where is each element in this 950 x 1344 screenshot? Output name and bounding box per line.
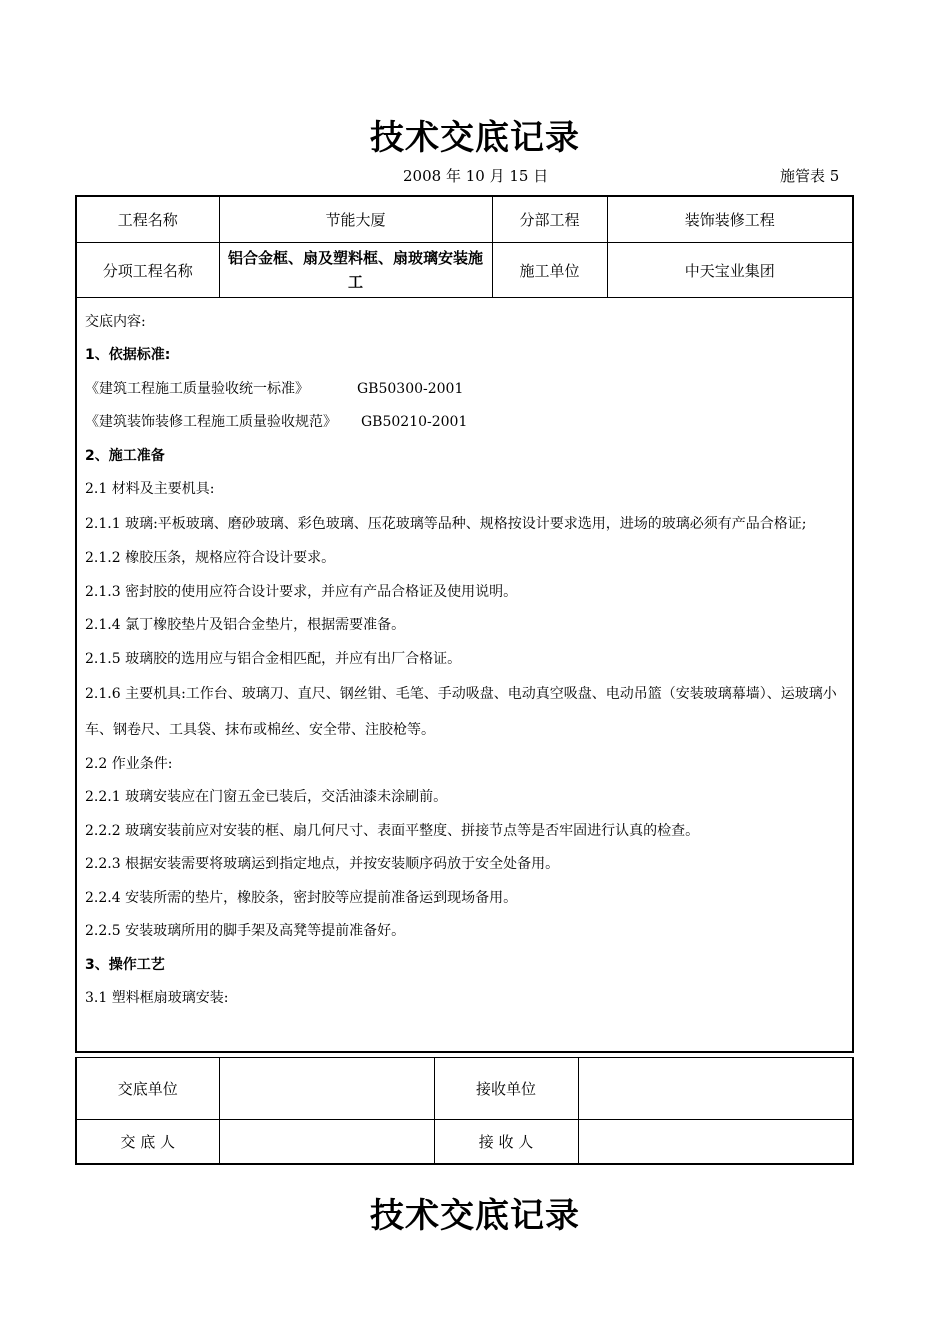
issuer-field[interactable]	[219, 1120, 434, 1165]
next-page-title: 技术交底记录	[370, 1196, 580, 1236]
clause-3-1: 3.1 塑料框扇玻璃安装:	[85, 989, 229, 1006]
standard-item	[85, 406, 844, 439]
clause-2-2-1: 2.2.1 玻璃安装应在门窗五金已装后，交活油漆未涂刷前。	[85, 789, 448, 806]
issuer-unit-field[interactable]	[219, 1058, 434, 1120]
signature-row-1	[76, 1058, 853, 1120]
standard-name: 《建筑装饰装修工程施工质量验收规范》	[85, 414, 337, 431]
section-2-heading: 2、施工准备	[85, 447, 165, 464]
subitem-label: 分项工程名称	[76, 243, 219, 298]
content-cell	[76, 298, 853, 1053]
contractor-value: 中天宝业集团	[607, 243, 853, 298]
receiver-field[interactable]	[578, 1120, 853, 1165]
project-name-label: 工程名称	[76, 196, 219, 243]
content-row	[76, 298, 853, 1053]
page-title: 技术交底记录	[370, 118, 580, 158]
clause-2-2-5: 2.2.5 安装玻璃所用的脚手架及高凳等提前准备好。	[85, 923, 406, 940]
receiver-unit-field[interactable]	[578, 1058, 853, 1120]
clause-2-2: 2.2 作业条件:	[85, 756, 173, 773]
clause-2-1-6: 2.1.6 主要机具:工作台、玻璃刀、直尺、钢丝钳、毛笔、手动吸盘、电动真空吸盘、电动吊篮（安装玻璃幕墙）、运玻璃小车、钢卷尺、工具袋、抹布或棉丝、安全带、注胶枪等。	[85, 686, 837, 739]
clause-2-1-5: 2.1.5 玻璃胶的选用应与铝合金相匹配，并应有出厂合格证。	[85, 650, 462, 667]
issuer-label: 交 底 人	[76, 1120, 219, 1165]
record-date: 2008 年 10 月 15 日	[403, 167, 549, 185]
clause-2-1-4: 2.1.4 氯丁橡胶垫片及铝合金垫片，根据需要准备。	[85, 617, 406, 634]
clause-2-2-4: 2.2.4 安装所需的垫片，橡胶条，密封胶等应提前准备运到现场备用。	[85, 889, 518, 906]
standard-code: GB50210-2001	[361, 414, 468, 431]
standard-item	[85, 373, 844, 406]
header-row-1	[76, 196, 853, 243]
section-1-heading: 1、依据标准:	[85, 347, 171, 364]
clause-2-1-1: 2.1.1 玻璃:平板玻璃、磨砂玻璃、彩色玻璃、压花玻璃等品种、规格按设计要求选用，进场的玻璃必须有产品合格证;	[85, 516, 807, 533]
standard-code: GB50300-2001	[357, 380, 464, 397]
signature-row-2	[76, 1120, 853, 1165]
division-value: 装饰装修工程	[607, 196, 853, 243]
standard-name: 《建筑工程施工质量验收统一标准》	[85, 380, 309, 397]
record-table	[75, 195, 854, 1053]
signature-table	[75, 1057, 854, 1165]
clause-2-2-2: 2.2.2 玻璃安装前应对安装的框、扇几何尺寸、表面平整度、拼接节点等是否牢固进行认真的检查。	[85, 822, 700, 839]
contractor-label: 施工单位	[492, 243, 607, 298]
clause-2-1: 2.1 材料及主要机具:	[85, 481, 215, 498]
receiver-label: 接 收 人	[434, 1120, 578, 1165]
clause-2-2-3: 2.2.3 根据安装需要将玻璃运到指定地点，并按安装顺序码放于安全处备用。	[85, 856, 560, 873]
subitem-value: 铝合金框、扇及塑料框、扇玻璃安装施工	[219, 243, 492, 298]
project-name-value: 节能大厦	[219, 196, 492, 243]
form-number: 施管表 5	[780, 167, 840, 185]
receiver-unit-label: 接收单位	[434, 1058, 578, 1120]
content-intro: 交底内容:	[85, 314, 146, 330]
section-3-heading: 3、操作工艺	[85, 956, 165, 973]
clause-2-1-3: 2.1.3 密封胶的使用应符合设计要求，并应有产品合格证及使用说明。	[85, 583, 518, 600]
division-label: 分部工程	[492, 196, 607, 243]
header-row-2	[76, 243, 853, 298]
clause-2-1-2: 2.1.2 橡胶压条，规格应符合设计要求。	[85, 550, 336, 567]
issuer-unit-label: 交底单位	[76, 1058, 219, 1120]
